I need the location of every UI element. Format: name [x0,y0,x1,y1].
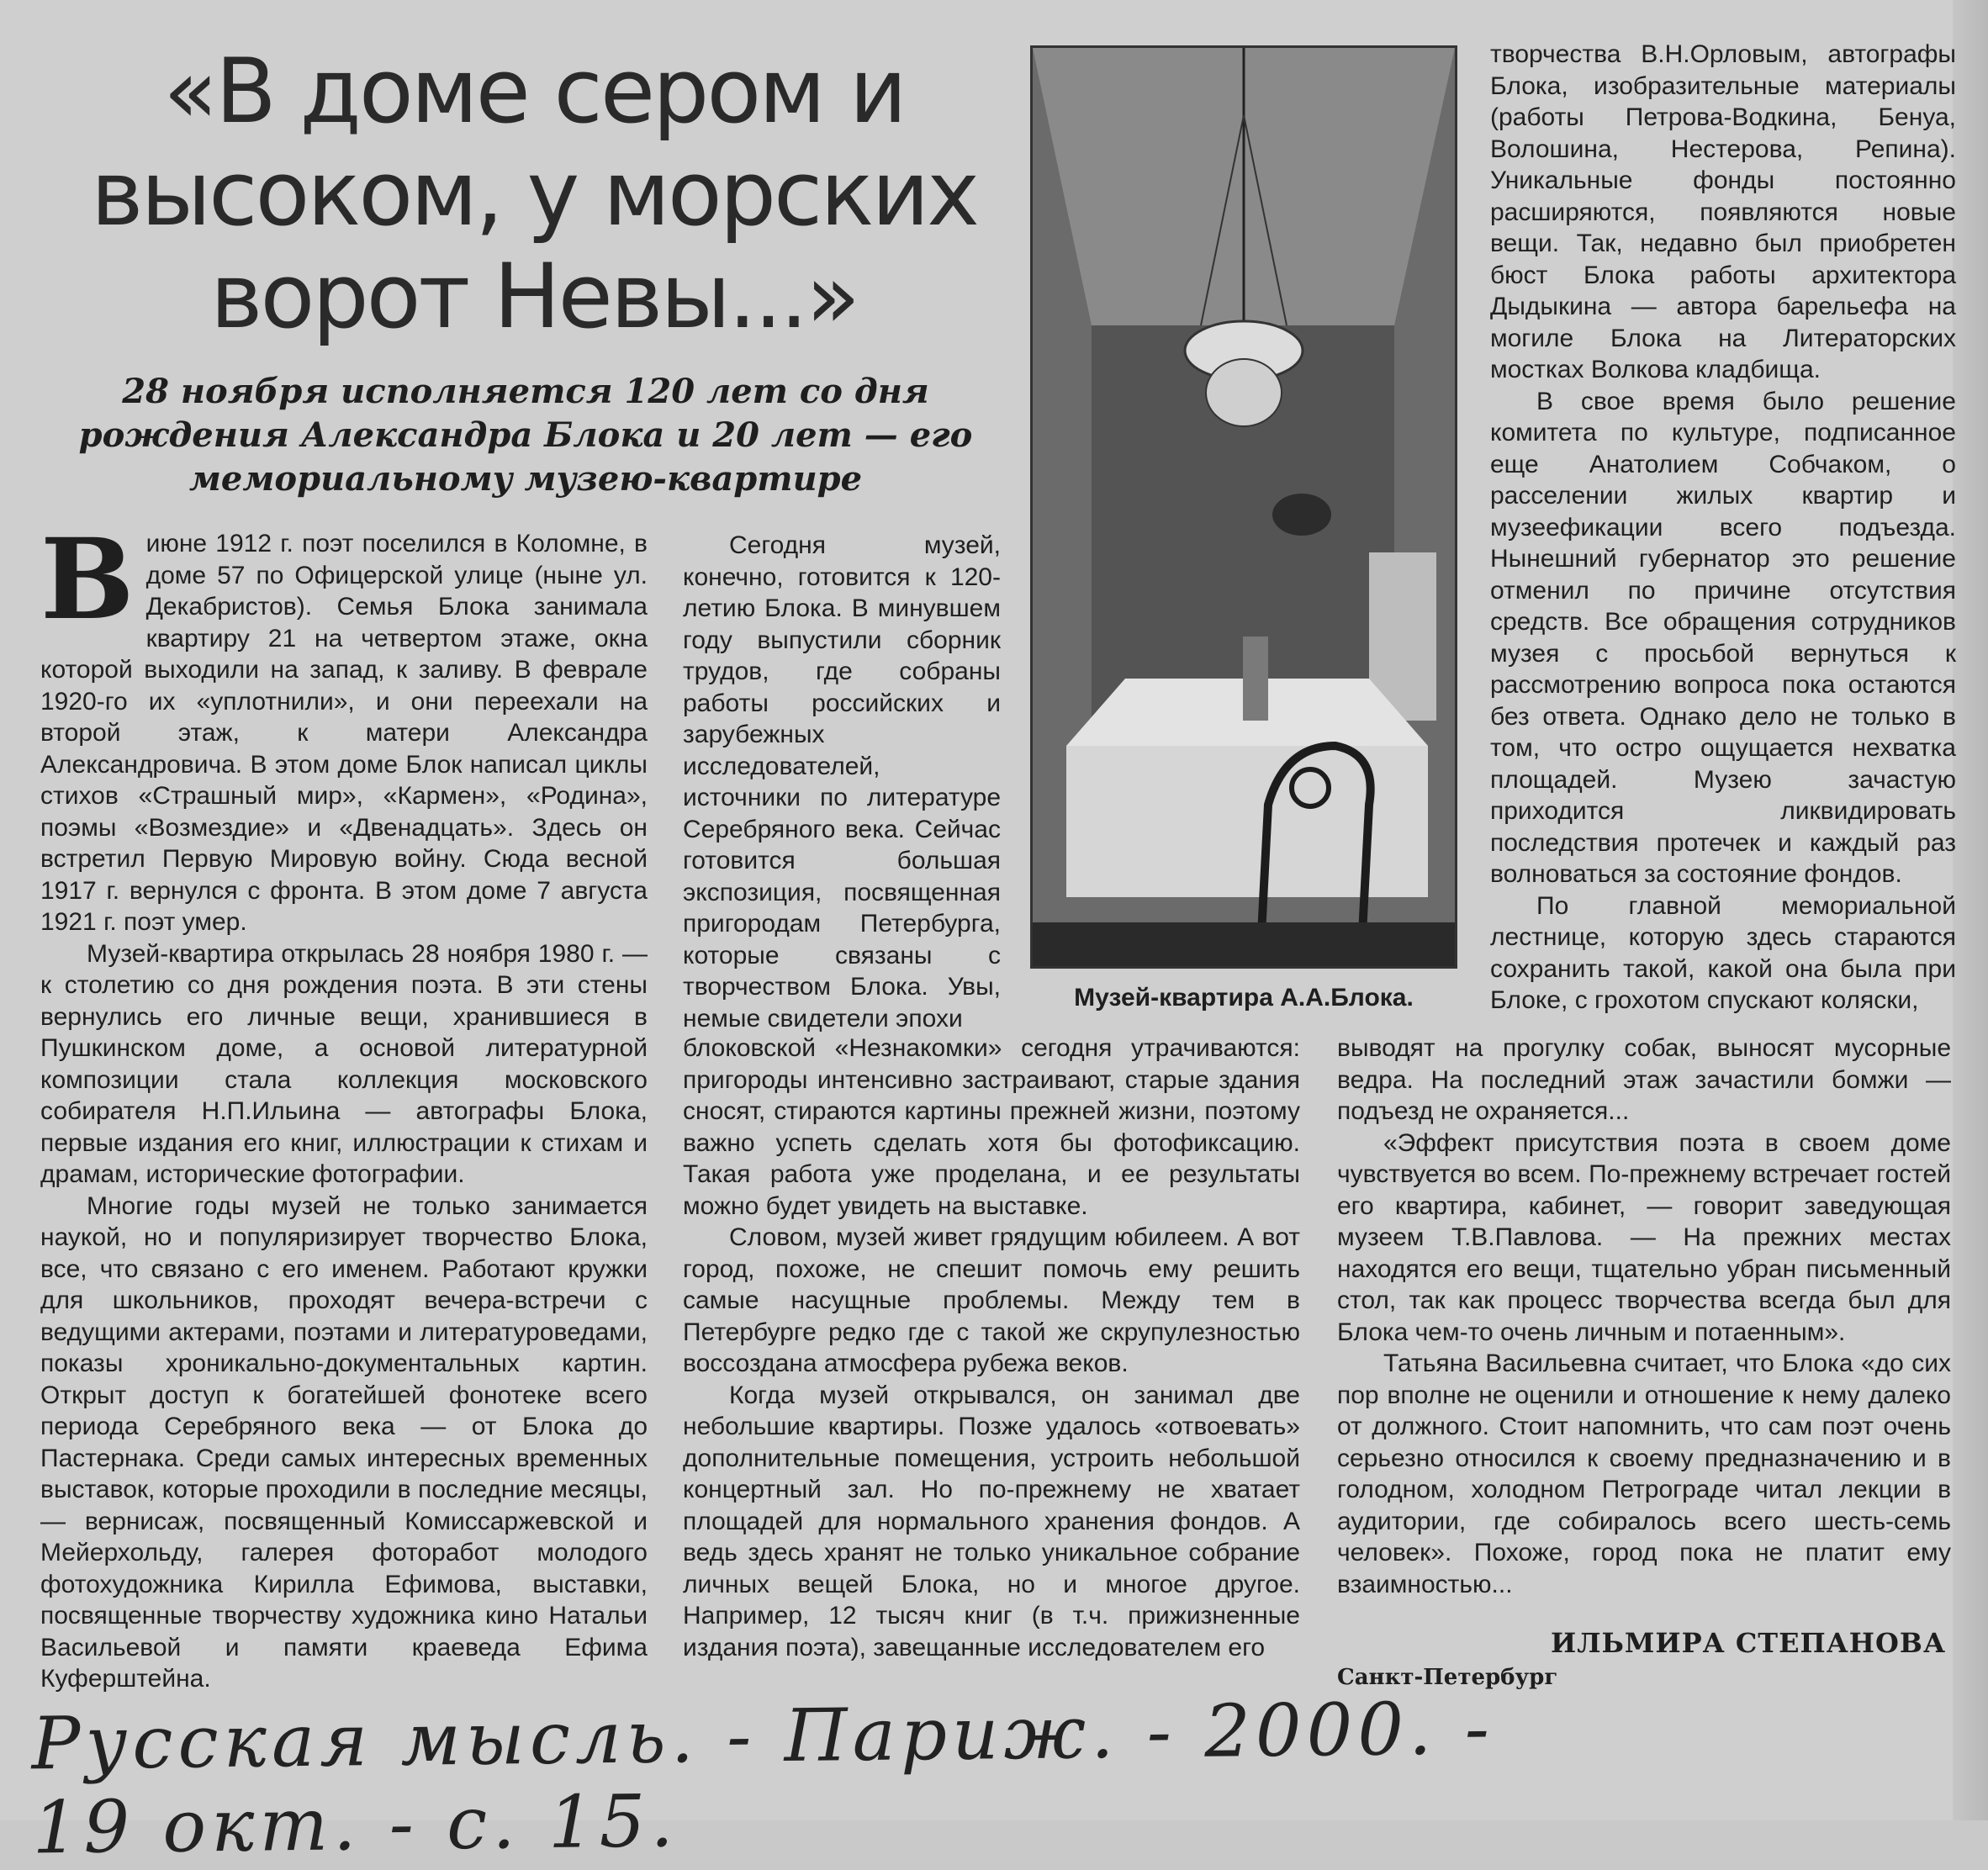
photo-caption: Музей-квартира А.А.Блока. [1074,984,1414,1012]
paragraph: творчества В.Н.Орловым, автографы Блока, изобразительные материалы (работы Петрова-Водкина, Бенуа, Волошина, Нестерова, Репина). Уникальные фонды постоянно расширяются, появляются новые вещи. Так, недавно был приобретен бюст Блока работы архитектора Дыдыкина — автора барельефа на могиле Блока на Литераторских мостках Волкова кладбища. [1490,40,1956,383]
paragraph: блоковской «Незнакомки» сегодня утрачиваются: пригороды интенсивно застраивают, старые здания сносят, стираются картины прежней жизни, поэтому важно успеть сделать хотя бы фотофиксацию. Такая работа уже проделана, и ее результаты можно будет увидеть на выставке. [683,1034,1300,1220]
author-name: ИЛЬМИРА СТЕПАНОВА [1550,1627,1946,1659]
subheadline: 28 ноября исполняется 120 лет со дня рождения Александра Блока и 20 лет — его мемориальному музею-квартире [78,372,973,499]
paragraph: Когда музей открывался, он занимал две небольшие квартиры. Позже удалось «отвоевать» дополнительные помещения, устроить небольшой концертный зал. Но по-прежнему не хватает площадей для нормального хранения фондов. А ведь здесь хранят не только уникальное собрание личных вещей Блока, но и многое другое. Например, 12 тысяч книг (в т.ч. прижизненные издания поэта), завещанные исследователем его [683,1381,1300,1661]
paragraph: Сегодня музей, конечно, готовится к 120-летию Блока. В минувшем году выпустили сборник трудов, где собраны работы российских и зарубежных исследователей, источники по литературе Серебряного века. Сейчас готовится большая экспозиция, посвященная пригородам Петербурга, которые связаны с творчеством Блока. Увы, немые свидетели эпохи [683,531,1001,1033]
column-3 [1490,39,1956,1017]
headline: «В доме сером и высоком, у морских ворот Невы...» [91,40,977,348]
handwritten-source-note: Русская мысль. - Париж. - 2000. - 19 окт. - с. 15. [31,1687,1495,1870]
column-3-continued [1337,1033,1951,1600]
paragraph: «Эффект присутствия поэта в своем доме чувствуется во всем. По-прежнему встречает гостей его квартира, кабинет, — говорит заведующая музеем Т.В.Павлова. — На прежних местах находятся его вещи, тщательно убран письменный стол, так как процесс творчества всегда был для Блока чем-то очень личным и потаенным». [1337,1128,1951,1346]
paragraph: Музей-квартира открылась 28 ноября 1980 г. — к столетию со дня рождения поэта. В эти стены вернулись его личные вещи, хранившиеся в Пушкинском доме, а основой литературной композиции стала коллекция московского собирателя Н.П.Ильина — автографы Блока, первые издания его книг, иллюстрации к стихам и драмам, исторические фотографии. [40,939,648,1188]
paragraph: выводят на прогулку собак, выносят мусорные ведра. На последний этаж зачастили бомжи — подъезд не охраняется... [1337,1034,1951,1125]
paragraph: Многие годы музей не только занимается наукой, но и популяризирует творчество Блока, все, что связано с его именем. Работают кружки для школьников, проходят вечера-встречи с ведущими актерами, поэтами и литературоведами, показы хроникально-документальных картин. Открыт доступ к богатейшей фонотеке всего периода Серебряного века — от Блока до Пастернака. Среди самых интересных временных выставок, которые проходили в последние месяцы, — вернисаж, посвященный Комиссаржевской и Мейерхольду, галерея фоторабот молодого фотохудожника Кирилла Ефимова, выставки, посвященные творчеству художника кино Натальи Васильевой и памяти краеведа Ефима Куферштейна. [40,1191,648,1693]
column-2 [683,530,1001,1034]
drop-cap: В [40,515,135,645]
column-1 [40,515,648,1695]
paragraph: Татьяна Васильевна считает, что Блока «до сих пор вполне не оценили и отношение к нему далеко от должного. Стоит напомнить, что сам поэт очень серьезно относился к своему предназначению и в голодном, холодном Петрограде читал лекции в аудитории, где собиралось всего шесть-семь человек». Похоже, город пока не платит ему взаимностью... [1337,1350,1951,1598]
paragraph: В июне 1912 г. поэт поселился в Коломне, в доме 57 по Офицерской улице (ныне ул. Декабристов). Семья Блока занимала квартиру 21 на четвертом этаже, окна которой выходили на запад, к заливу. В феврале 1920-го их «уплотнили», и они переехали на второй этаж, к матери Александра Александровича. В этом доме Блок написал циклы стихов «Страшный мир», «Кармен», «Родина», поэмы «Возмездие» и «Двенадцать». Здесь он встретил Первую Мировую войну. Сюда весной 1917 г. вернулся с фронта. В этом доме 7 августа 1921 г. поэт умер. [40,515,648,936]
paragraph: Словом, музей живет грядущим юбилеем. А вот город, похоже, не спешит помочь ему решить самые насущные проблемы. Между тем в Петербурге редко где с такой же скрупулезностью воссоздана атмосфера рубежа веков. [683,1223,1300,1377]
column-2-continued [683,1033,1300,1663]
paragraph: В свое время было решение комитета по культуре, подписанное еще Анатолием Собчаком, о расселении жилых квартир и музеефикации всего подъезда. Нынешний губернатор это решение отменил по причине отсутствия средств. Все обращения сотрудников музея с просьбой вернуться к рассмотрению вопроса пока остаются без ответа. Однако дело не только в том, что остро ощущается нехватка площадей. Музею зачастую приходится ликвидировать последствия протечек и каждый раз волноваться за состояние фондов. [1490,387,1956,888]
paper-fold [1953,0,1988,1820]
dateline-city: Санкт-Петербург [1337,1665,1558,1690]
paragraph: По главной мемориальной лестнице, которую здесь стараются сохранить такой, какой она была при Блоке, с грохотом спускают коляски, [1490,891,1956,1014]
museum-photo [1030,45,1457,969]
dining-room-image [1033,48,1455,966]
